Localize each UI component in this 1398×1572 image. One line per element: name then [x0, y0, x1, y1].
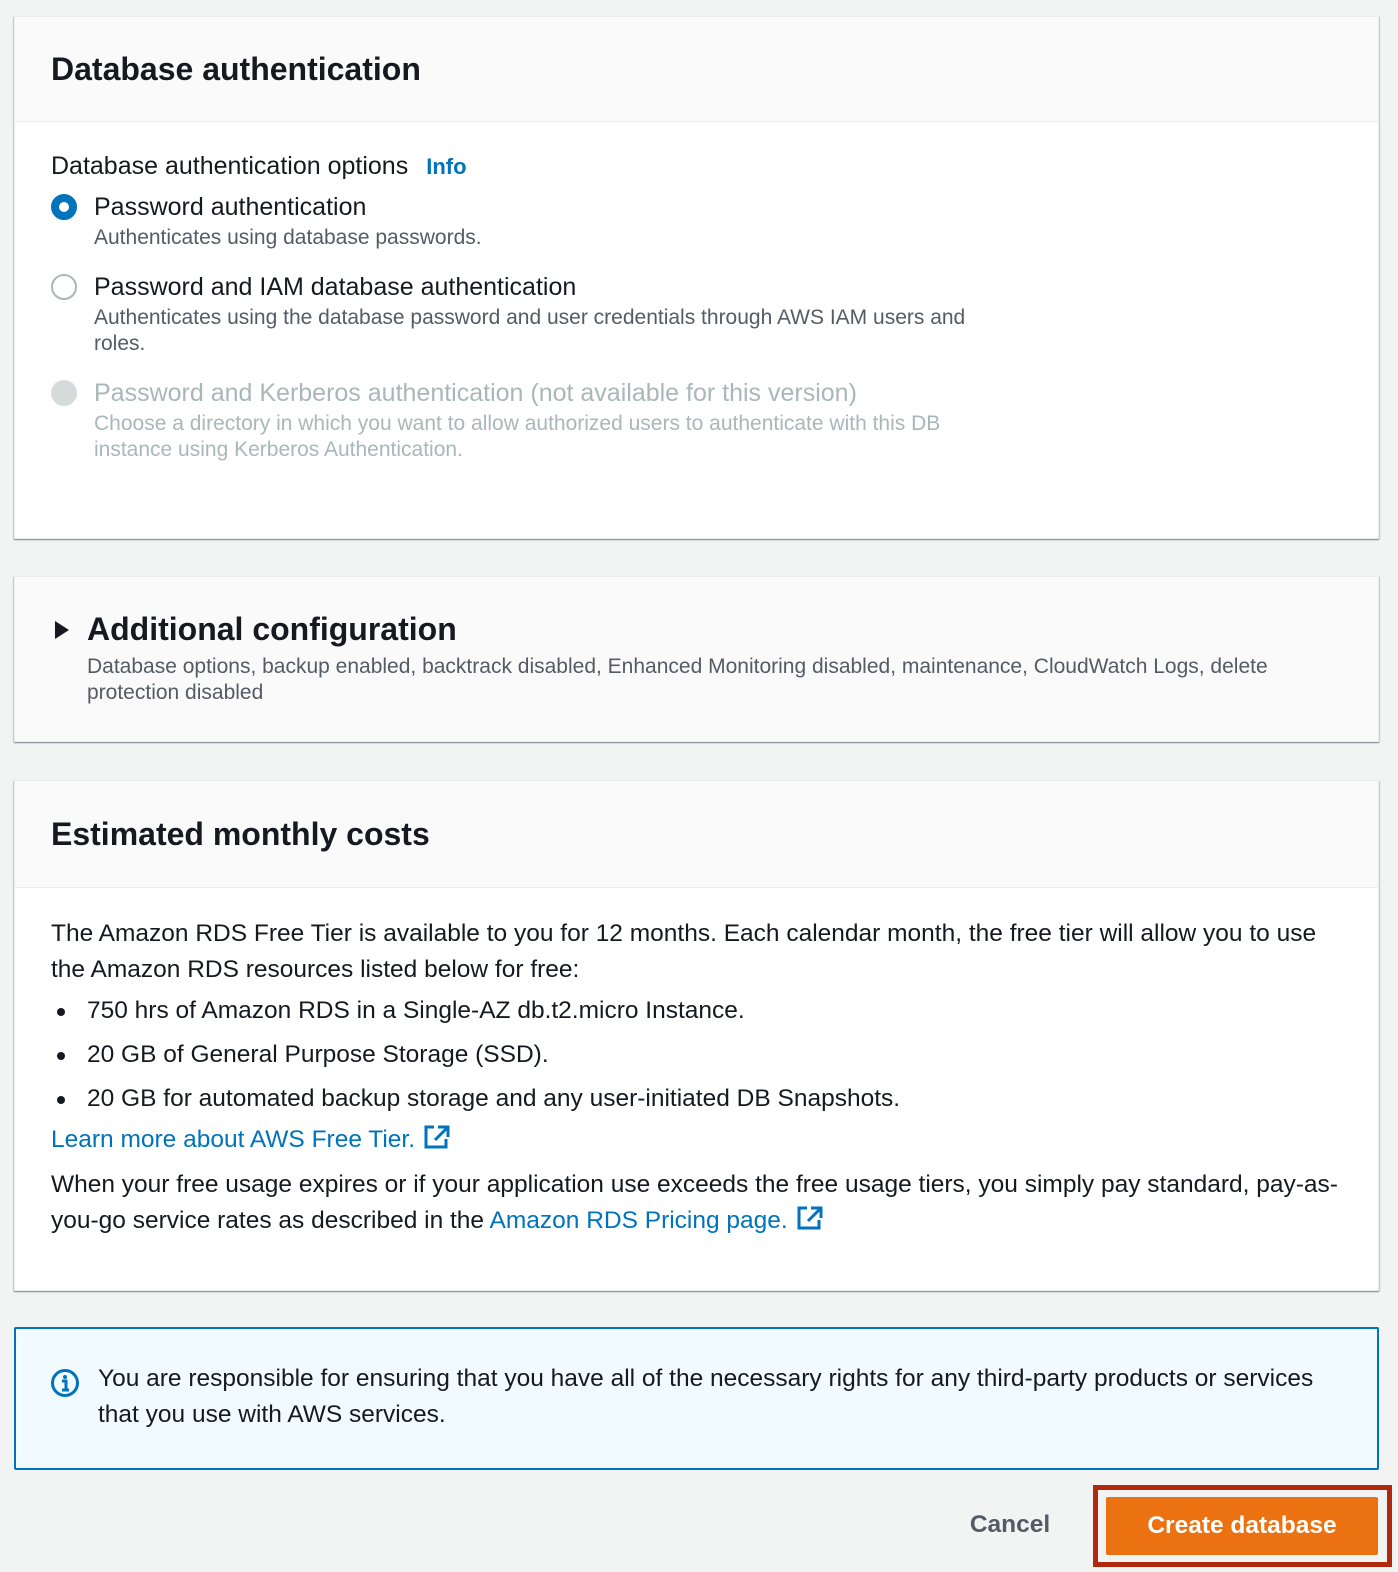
list-item: 20 GB of General Purpose Storage (SSD).: [51, 1040, 1342, 1070]
database-authentication-panel: [14, 16, 1379, 539]
create-database-button[interactable]: Create database: [1106, 1497, 1378, 1555]
cancel-button[interactable]: Cancel: [950, 1500, 1070, 1550]
additional-configuration-expander[interactable]: [14, 576, 1379, 742]
info-circle-icon: [50, 1368, 80, 1398]
learn-free-tier-link[interactable]: Learn more about AWS Free Tier.: [51, 1126, 451, 1153]
bullet-icon: [57, 1008, 65, 1016]
radio-label: Password authentication: [94, 193, 367, 221]
additional-configuration-title[interactable]: Additional configuration: [87, 611, 457, 647]
radio-label: Password and Kerberos authentication (not available for this version): [94, 379, 857, 407]
radio-button-password[interactable]: [51, 194, 77, 220]
estimated-monthly-costs-panel: [14, 780, 1379, 1291]
bullet-icon: [57, 1052, 65, 1060]
radio-description: Authenticates using database passwords.: [94, 226, 482, 249]
alert-text: You are responsible for ensuring that you have all of the necessary rights for any third-party products or services that you use with AWS services.: [98, 1365, 1314, 1428]
radio-label: Password and IAM database authentication: [94, 273, 577, 301]
bullet-icon: [57, 1096, 65, 1104]
radio-option-password-kerberos: [51, 377, 1342, 463]
free-tier-intro: The Amazon RDS Free Tier is available to you for 12 months. Each calendar month, the free tier will allow you to use the Amazon RDS resources listed below for free:: [51, 920, 1317, 983]
radio-option-password-iam[interactable]: [51, 271, 1342, 357]
external-link-icon: [796, 1205, 824, 1231]
pricing-paragraph: When your free usage expires or if your application use exceeds the free usage tiers, you simply pay standard, pay-as-you-go service rates as described in the Amazon RDS Pricing page.: [51, 1171, 1338, 1234]
rds-pricing-link[interactable]: Amazon RDS Pricing page.: [490, 1207, 824, 1234]
caret-right-icon[interactable]: [55, 621, 69, 639]
auth-options-label: [51, 152, 1342, 181]
info-link[interactable]: Info: [426, 154, 467, 179]
panel-header: [15, 781, 1378, 888]
external-link-icon: [423, 1124, 451, 1150]
additional-configuration-description: Database options, backup enabled, backtrack disabled, Enhanced Monitoring disabled, maintenance, CloudWatch Logs, delete protection disabled: [87, 655, 1268, 704]
info-alert: [14, 1327, 1379, 1470]
panel-title: Estimated monthly costs: [51, 815, 430, 852]
panel-header: [15, 17, 1378, 122]
radio-description: Choose a directory in which you want to allow authorized users to authenticate with this DB instance using Kerberos Authentication.: [94, 412, 941, 461]
list-item: 20 GB for automated backup storage and any user-initiated DB Snapshots.: [51, 1084, 1342, 1114]
radio-button-password-iam[interactable]: [51, 274, 77, 300]
auth-options-label-text: Database authentication options: [51, 152, 409, 180]
radio-option-password[interactable]: [51, 191, 1342, 251]
free-tier-list: [51, 996, 1342, 1114]
radio-button-password-kerberos: [51, 380, 77, 406]
panel-title: Database authentication: [51, 50, 421, 87]
list-item: 750 hrs of Amazon RDS in a Single-AZ db.t2.micro Instance.: [51, 996, 1342, 1026]
radio-description: Authenticates using the database password and user credentials through AWS IAM users and roles.: [94, 306, 966, 355]
